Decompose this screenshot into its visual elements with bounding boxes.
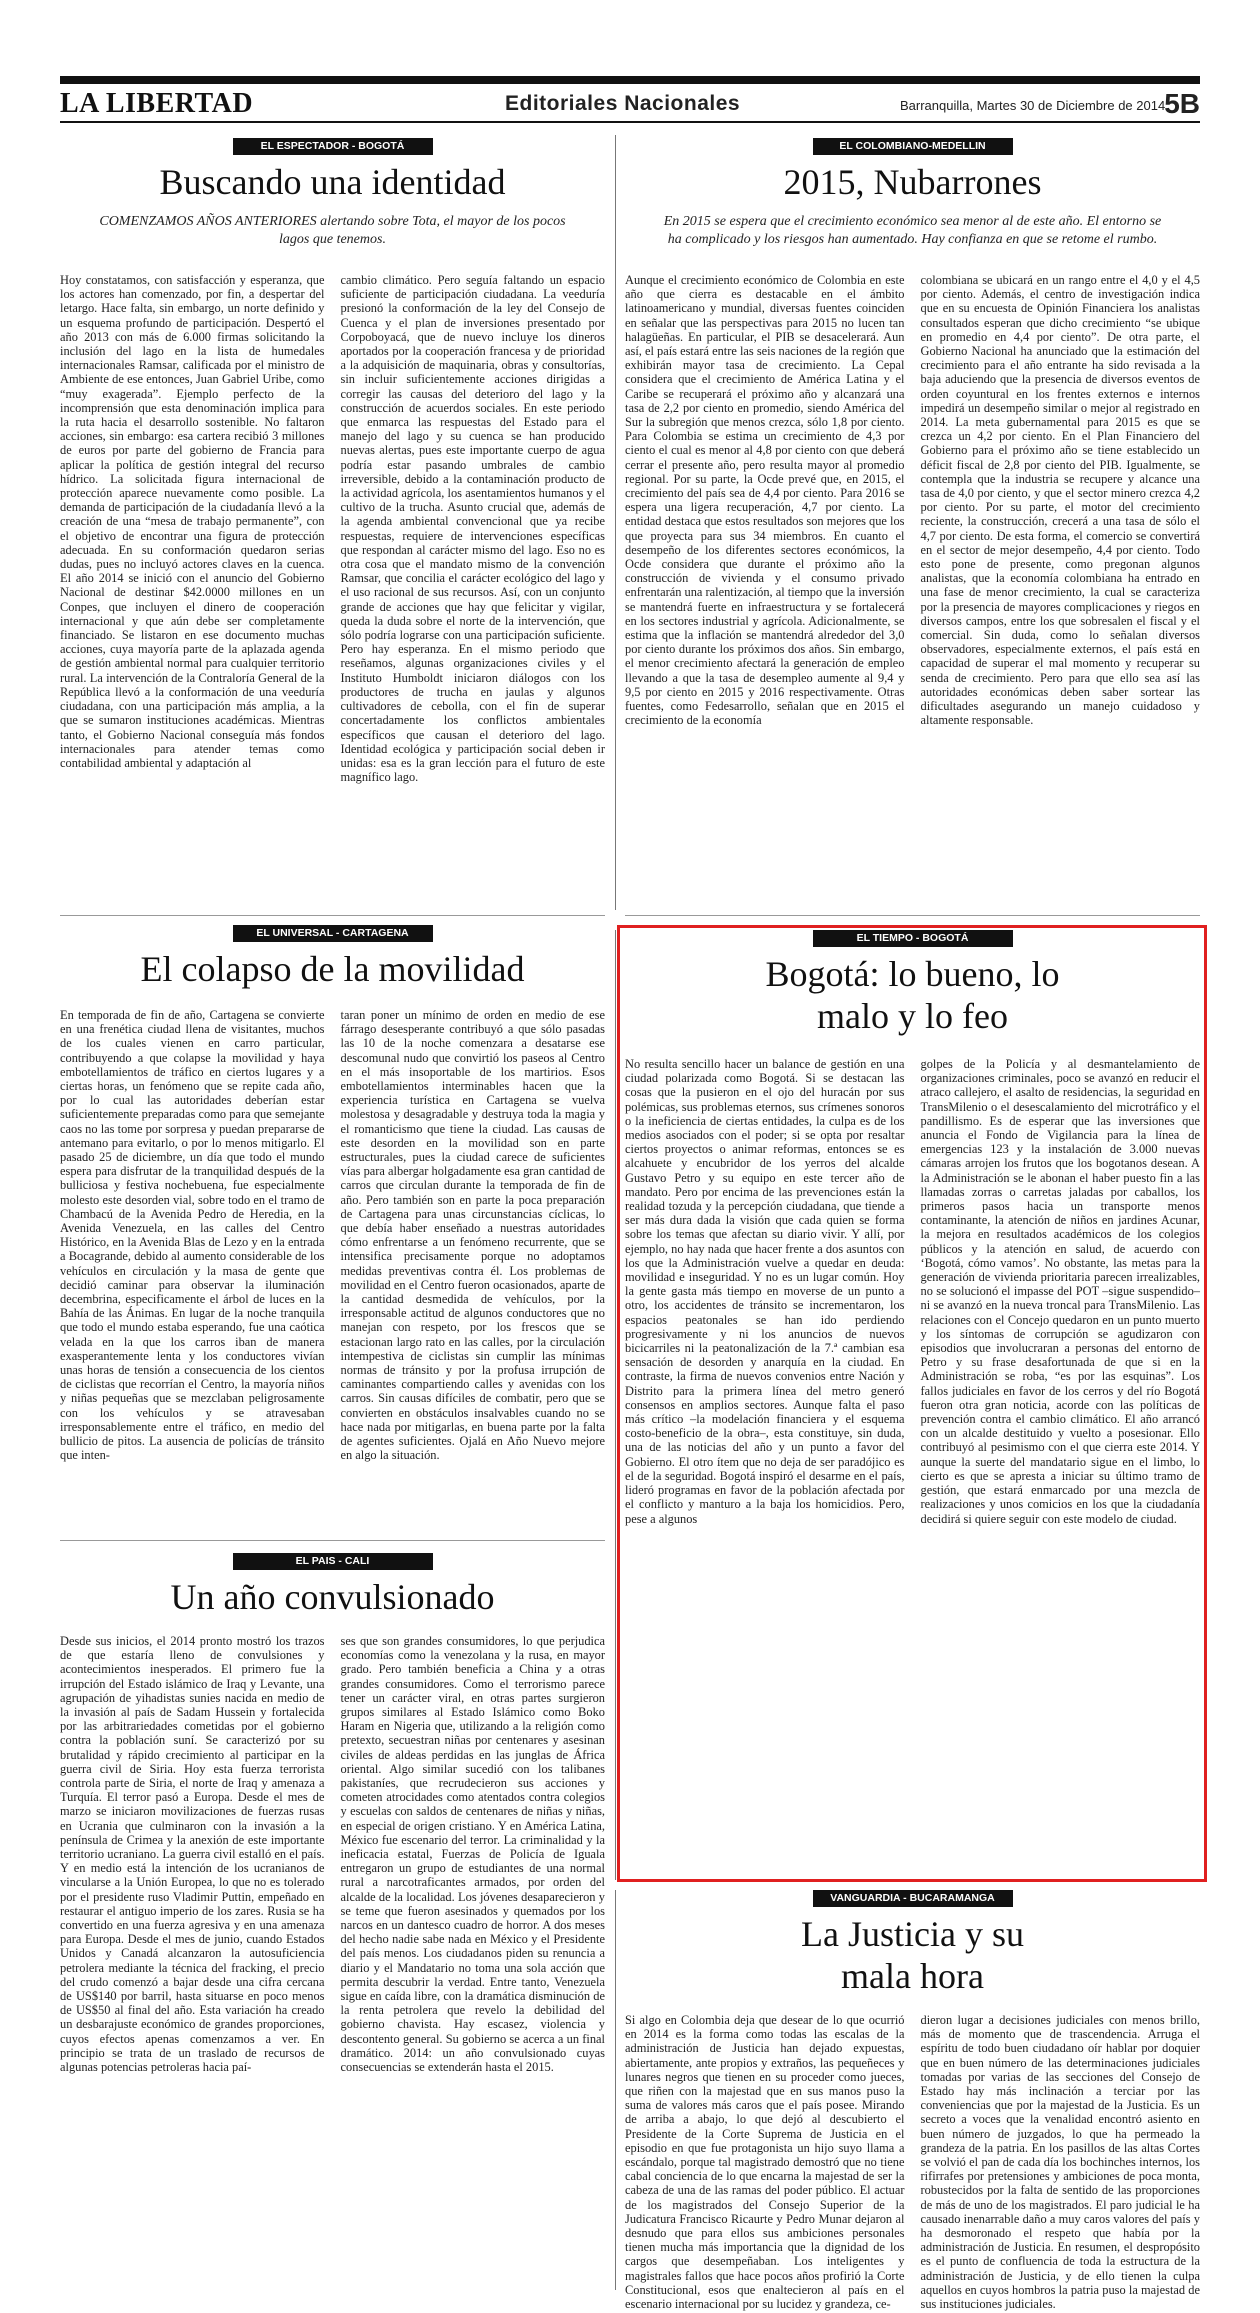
source-label: EL ESPECTADOR - BOGOTÁ bbox=[233, 138, 433, 155]
article-column: No resulta sencillo hacer un balance de gestión en una ciudad polarizada como Bogotá. Si se destacan las cosas que la pusieron en el ojo del huracán por sus polémicas, sus problemas eternos, sus crímenes sonoros o la ineficiencia de ciertas entidades, la culpa es de los medios asociados con el poder; si se opta por resaltar ciertos proyectos o animar reformas, entonces se es alcahuete y encubridor de los yerros del alcalde Gustavo Petro y su equipo en este tercer año de mandato. Pero por encima de las prevenciones están la realidad tozuda y la percepción ciudadana, que tiende a ser más dura dada la visión que cada quien se forma sobre los temas que afectan su diario vivir. Y allí, por ejemplo, no hay nada que hacer frente a dos asuntos con los que la Administración vuelve a quedar en deuda: movilidad e inseguridad. Y no es un lugar común. Hoy la gente gasta más tiempo en moverse de un punto a otro, los accidentes de tránsito se incrementaron, los espacios peatonales se han ido perdiendo progresivamente y ni los anuncios de nuevos bicicarriles ni la peatonalización de la 7.ª cambian esa sensación de desorden y anarquía en la ciudad. En contraste, la firma de nuevos convenios entre Nación y Distrito para la primera línea del metro generó consensos en amplios sectores. Aunque falta el paso más crítico –la modelación financiera y el esquema costo-beneficio de la obra–, esta constituye, sin duda, una de las noticias del año y un punto a favor del Gobierno. El otro ítem que no deja de ser paradójico es el de la seguridad. Bogotá inspiró el desarme en el país, lideró programas en favor de la población afectada por el conflicto y manturo a la baja los homicidios. Pero, pese a algunos bbox=[625, 1057, 905, 1526]
article-deck: COMENZAMOS AÑOS ANTERIORES alertando sobre Tota, el mayor de los pocos lagos que tenemos. bbox=[99, 214, 566, 247]
separator-left-2 bbox=[60, 1540, 605, 1541]
article-column: Si algo en Colombia deja que desear de lo que ocurrió en 2014 es la forma como todas las escalas de la administración de Justicia han dejado expuestas, abiertamente, ante propios y extraños, las pequeñeces y lunares negros que tienen en su proceder como jueces, que riñen con la majestad que en sus manos puso la suma de valores más caros que el país posee. Mirando de arriba a abajo, lo que dejó al descubierto el Presidente de la Corte Suprema de Justicia en el episodio en que fue protagonista un hijo suyo llama a escándalo, porque tal magistrado demostró que no tiene cabal conciencia de lo que encarna la majestad de ser la cabeza de una de las ramas del poder público. El actuar de los magistrados del Consejo Superior de la Judicatura Francisco Ricaurte y Pedro Munar dejaron al desnudo que para ellos sus ambiciones personales tienen mucha más importancia que la dignidad de los cargos que desempeñaban. Los inteligentes y magistrales fallos que hace pocos años profirió la Corte Constitucional, esos que enaltecieron al país en el escenario internacional por su lucidez y grandeza, ce- bbox=[625, 2013, 905, 2312]
column-divider-middle bbox=[615, 930, 616, 1880]
newspaper-brand: LA LIBERTAD bbox=[60, 88, 254, 119]
article-column: golpes de la Policía y al desmantelamiento de organizaciones criminales, poco se avanzó en reducir el atraco callejero, el asalto de residencias, la seguridad en TransMilenio o el desescalamiento del microtráfico y el pandillismo. Es de esperar que las inversiones que anuncia el Fondo de Vigilancia para la línea de emergencias 123 y la instalación de 3.000 nuevas cámaras arrojen los frutos que los bogotanos desean. A la Administración se le abonan el haber puesto fin a las llamadas zorras o carretas jaladas por caballos, los primeros pasos hacia un transporte menos contaminante, la atención de niños en jardines Acunar, la mejora en resultados académicos de los colegios públicos y la atención en salud, de acuerdo con ‘Bogotá, cómo vamos’. No obstante, las metas para la generación de vivienda prioritaria parecen irrealizables, no se solucionó el impasse del POT –sigue suspendido– ni se avanzó en la nueva troncal para TransMilenio. Las relaciones con el Concejo quedaron en un punto muerto y los síntomas de corrupción se agudizaron con episodios que involucraran a personas del entorno de Petro y su frase desafortunada de que si en la Administración se roba, “es por las esquinas”. Los fallos judiciales en favor de los cerros y del río Bogotá fueron otra gran noticia, acorde con las políticas de prevención contra el cambio climático. El año arrancó con un alcalde destituido y vuelto a posesionar. Ello contribuyó al pesimismo con el que cierra este 2014. Y aunque la suerte del mandatario sigue en el limbo, lo cierto es que se apresta a iniciar su último tramo de gestión, que estará enmarcado por una mezcla de realizaciones y unos comicios en los que la ciudadanía decidirá si quiere seguir con este modelo de ciudad. bbox=[920, 1057, 1200, 1526]
article-title: 2015, Nubarrones bbox=[783, 162, 1042, 202]
article-column: taran poner un mínimo de orden en medio de ese fárrago desesperante contribuyó a que sólo pasadas las 10 de la noche comenzara a desatarse ese descomunal nudo que convirtió los paseos al Centro en el más insoportable de los martirios. Esos embotellamientos interminables hacen que la experiencia turística en Cartagena se vuelva molestosa y desagradable y destruya toda la magia y el romanticismo que tiene la ciudad. Las causas de este desorden en la movilidad son en parte estructurales, pues la ciudad carece de suficientes vías para albergar holgadamente esa gran cantidad de carros que circulan durante la temporada de fin de año. Pero también son en parte la poca preparación de Cartagena para unas circunstancias cíclicas, lo que debía haber enseñado a nuestras autoridades cómo enfrentarse a un fenómeno recurrente, que se intensifica precisamente porque no adoptamos medidas preventivas contra él. Los problemas de movilidad en el Centro fueron ocasionados, aparte de la cantidad desmedida de vehículos, por la irresponsable actitud de algunos conductores que no manejan con respeto, por los frescos que se estacionan largo rato en las calles, por la circulación intempestiva de ciclistas sin cumplir las mínimas normas de tránsito y por la profusa irrupción de caminantes compartiendo calles y avenidas con los carros. Sin causas difíciles de combatir, pero que se convierten en obstáculos insalvables cuando no se hace nada por mitigarlas, en buena parte por la falta de agentes suficientes. Ojalá en Año Nuevo mejore en algo la situación. bbox=[340, 1008, 605, 1463]
article-colombiano bbox=[625, 138, 1200, 908]
column-divider-bottom bbox=[615, 1890, 616, 2290]
article-title: La Justicia y su mala hora bbox=[801, 1914, 1024, 1996]
section-title: Editoriales Nacionales bbox=[505, 92, 741, 115]
issue-date: Barranquilla, Martes 30 de Diciembre de 2014 bbox=[900, 98, 1166, 113]
separator-left-1 bbox=[60, 915, 605, 916]
article-title: Bogotá: lo bueno, lo malo y lo feo bbox=[765, 954, 1060, 1036]
masthead bbox=[60, 88, 1200, 120]
source-label: EL PAIS - CALI bbox=[233, 1553, 433, 1570]
separator-right-1 bbox=[625, 915, 1200, 916]
article-pais bbox=[60, 1553, 605, 2293]
top-rule bbox=[60, 76, 1200, 84]
article-column: Desde sus inicios, el 2014 pronto mostró los trazos de que estaría lleno de convulsiones y acontecimientos inesperados. El primero fue la irrupción del Estado islámico de Iraq y Levante, una agrupación de yihadistas sunies nacida en medio de la invasión al país de Sadam Hussein y fortalecida por las arbitrariedades cometidas por el gobierno contra la población suní. Se caracterizó por su brutalidad y rápido crecimiento al participar en la guerra civil de Siria. Hoy esta fuerza terrorista controla parte de Siria, el norte de Iraq y amenaza a Turquía. El terror pasó a Europa. Desde el mes de marzo se iniciaron movilizaciones de fuerzas rusas en Ucrania que culminaron con la invasión a la península de Crimea y la anexión de este importante territorio ucraniano. La guerra civil estalló en el país. Y en medio está la intención de los ucranianos de vincularse a la Unión Europea, lo que no es tolerado por el presidente ruso Vladimir Puttin, empeñado en restaurar el antiguo imperio de los zares. Rusia se ha convertido en una fuerza agresiva y en una amenaza para Europa. Desde el mes de junio, cuando Estados Unidos y Canadá alcanzaron la autosuficiencia petrolera mediante la técnica del fracking, el precio del crudo comenzó a bajar desde una cifra cercana de US$140 por barril, hasta situarse en poco menos de US$50 al final del año. Esta variación ha creado un desbarajuste económico de grandes proporciones, cuyos efectos apenas comenzamos a ver. En principio se trata de un traslado de recursos de algunas potencias petroleras hacia paí- bbox=[60, 1634, 325, 2075]
article-deck: En 2015 se espera que el crecimiento económico sea menor al de este año. El entorno se ha complicado y los riesgos han aumentado. Hay confianza en que se retome el rumbo. bbox=[663, 214, 1162, 247]
article-espectador bbox=[60, 138, 605, 908]
article-vanguardia bbox=[625, 1890, 1200, 2312]
article-title: Buscando una identidad bbox=[159, 162, 506, 202]
source-label: EL COLOMBIANO-MEDELLIN bbox=[813, 138, 1013, 155]
article-column: ses que son grandes consumidores, lo que perjudica economías como la venezolana y la rusa, en mayor grado. Pero también beneficia a China y a otras grandes consumidores. Como el terrorismo parece tener un carácter viral, en otras partes surgieron grupos similares al Estado Islámico como Boko Haram en Nigeria que, utilizando a la religión como pretexto, secuestran niñas por centenares y asesinan civiles de aldeas perdidas en las junglas de África oriental. Algo similar sucedió con los talibanes pakistaníes, que recrudecieron sus acciones y cometen atrocidades como atentados contra colegios y escuelas con saldos de centenares de niñas y niñas, en especial de origen cristiano. Y en América Latina, México fue escenario del terror. La criminalidad y la ineficacia estatal, Fuerzas de Policía de Iguala entregaron un grupo de estudiantes de una normal rural a narcotraficantes armados, por orden del alcalde de la localidad. Los jóvenes desaparecieron y se teme que fueron asesinados y quemados por los narcos en un dantesco cuadro de horror. A dos meses del hecho nadie sabe nada en México y el Presidente del país menos. Los ciudadanos piden su renuncia a diario y el Mandatario no toma una sola acción que permita descubrir la verdad. Entre tanto, Venezuela sigue en caída libre, con la dramática disminución de la renta petrolera que revelo la debilidad del gobierno chavista. Hay escasez, violencia y descontento general. Su gobierno se acerca a un final dramático. 2014: un año convulsionado cuyas consecuencias se extenderán hasta el 2015. bbox=[340, 1634, 605, 2075]
source-label: VANGUARDIA - BUCARAMANGA bbox=[813, 1890, 1013, 1907]
page-number: 5B bbox=[1164, 88, 1200, 119]
masthead-rule bbox=[60, 121, 1200, 123]
article-title: Un año convulsionado bbox=[170, 1577, 495, 1617]
article-column: colombiana se ubicará en un rango entre el 4,0 y el 4,5 por ciento. Además, el centro de investigación indica que en su encuesta de Opinión Financiera los analistas consultados esperan que dicho crecimiento “se ubique en promedio en 4,4 por ciento”. De otra parte, el Gobierno Nacional ha anunciado que la estimación del crecimiento para el año entrante ha sido revisada a la baja aduciendo que la presencia de diversos eventos de orden coyuntural en los frentes externos e internos impedirá un desempeño similar o mejor al registrado en 2014. La meta gubernamental para 2015 es que se crezca un 4,2 por ciento. En el Plan Financiero del Gobierno para el próximo año se tiene establecido un déficit fiscal de 2,8 por ciento del PIB. Igualmente, se contempla que la industria se recupere y alcance una tasa de 4,0 por ciento, y que el sector minero crezca 4,2 por ciento. Por su parte, el motor del crecimiento reciente, la construcción, crecerá a una tasa de sólo el 4,7 por ciento. De esta forma, el comercio se convertirá en el sector de mejor desempeño, 4,4 por ciento. Todo esto pone de presente, como pregonan algunos analistas, que la economía colombiana ha entrado en una fase de menor crecimiento, la cual se caracteriza por la presencia de mayores complicaciones y riegos en diversos campos, entre los que sobresalen el fiscal y el comercial. Sin duda, como lo señalan diversos observadores, especialmente externos, el país está en capacidad de superar el mal momento y recuperar su senda de crecimiento. Pero para que ello sea así las autoridades económicas deben saber sortear las dificultades asegurando un manejo cuidadoso y altamente responsable. bbox=[920, 273, 1200, 728]
article-universal bbox=[60, 925, 605, 1530]
article-column: Aunque el crecimiento económico de Colombia en este año que cierra es destacable en el ámbito latinoamericano y mundial, diversas fuentes coinciden en señalar que las perspectivas para 2015 no lucen tan halagüeñas. En particular, el PIB se desacelerará. Aun así, el país estará entre las seis naciones de la región que exhibirán mayor tasa de crecimiento. La Cepal considera que el crecimiento de América Latina y el Caribe se recuperará el próximo año y alcanzará una tasa de 2,2 por ciento en promedio, siendo América del Sur la subregión que menos crezca, sólo 1,8 por ciento. Para Colombia se estima un crecimiento de 4,3 por ciento el cual es menor al 4,8 por ciento con que deberá cerrar el presente año, pero resulta mayor al promedio regional. Por su parte, la Ocde prevé que, en 2015, el crecimiento del país sea de 4,4 por ciento. Para 2016 se espera una ligera recuperación, 4,7 por ciento. La entidad destaca que estos resultados son mejores que los que proyecta para sus 34 miembros. En cuanto el desempeño de los diferentes sectores económicos, la Ocde considera que durante el próximo año la construcción de vivienda y el consumo privado enfrentarán una ralentización, al tiempo que la inversión se mantendrá fuerte en infraestructura y se fortalecerá en los sectores industrial y agrícola. Adicionalmente, se estima que la inflación se mantendrá alrededor del 3,0 por ciento durante los próximos dos años. Sin embargo, el menor crecimiento afectará la generación de empleo llevando a que la tasa de desempleo aumente al 9,4 y 9,5 por ciento en 2015 y 2016 respectivamente. Otras fuentes, como Fedesarrollo, señalan que en 2015 el crecimiento de la economía bbox=[625, 273, 905, 728]
article-tiempo bbox=[625, 930, 1200, 1875]
article-title: El colapso de la movilidad bbox=[140, 949, 525, 989]
column-divider-top bbox=[615, 135, 616, 910]
article-column: dieron lugar a decisiones judiciales con menos brillo, más de momento que de trascendencia. Arruga el espíritu de todo buen ciudadano oír hablar por doquier que en buen número de las determinaciones judiciales tomadas por varias de las secciones del Consejo de Estado hay más inclinación a terciar por las conveniencias que por la majestad de la Justicia. Es un secreto a voces que la venalidad encontró asiento en buen número de juzgados, lo que ha permeado la grandeza de la patria. En los pasillos de las altas Cortes se volvió el pan de cada día los bochinches internos, los rifirrafes por pretensiones y ambiciones de poca monta, robustecidos por la falta de sentido de las proporciones de más de uno de los magistrados. El paro judicial le ha causado inenarrable daño a muy caros valores del país y ha desmoronado el respeto que había por la administración de Justicia. En resumen, el despropósito es el punto de confluencia de toda la estructura de la administración de Justicia, y de ello tienen la culpa aquellos en cuyos hombros la patria puso la majestad de sus instituciones judiciales. bbox=[920, 2013, 1200, 2312]
article-column: En temporada de fin de año, Cartagena se convierte en una frenética ciudad llena de visitantes, muchos de los cuales vienen en carro particular, contribuyendo a que colapse la movilidad y haya embotellamientos de tráfico en ciertos lugares y a ciertas horas, un fenómeno que se repite cada año, por lo cual las autoridades deberían estar suficientemente preparadas como para que semejante caos no las tome por sorpresa y puedan prepararse de antemano para evitarlo, o por lo menos mitigarlo. El pasado 25 de diciembre, un día que todo el mundo espera para disfrutar de la tranquilidad después de la bulliciosa y festiva nochebuena, fue especialmente molesto este desorden vial, sobre todo en el tramo de Chambacú de la Avenida Pedro de Heredia, en la Avenida Venezuela, en las calles del Centro Histórico, en la Avenida Blas de Lezo y en la entrada a Bocagrande, debido al aumento considerable de los vehículos en circulación y la masa de gente que decidió caminar para observar la iluminación decembrina, especificamente el árbol de luces en la Bahía de las Ánimas. En lugar de la noche tranquila que todo el mundo estaba esperando, fue una caótica velada en la que los carros iban de manera exasperantemente lenta y los conductores vivían unas horas de tensión a consecuencia de los cientos de ciclistas que recorrían el Centro, la mayoría niños y niñas pequeñas que se mezclaban peligrosamente con los vehículos y se atravesaban irresponsablemente entre el tráfico, en medio del bullicio de pitos. La ausencia de policías de tránsito que inten- bbox=[60, 1008, 325, 1463]
source-label: EL UNIVERSAL - CARTAGENA bbox=[233, 925, 433, 942]
article-column: cambio climático. Pero seguía faltando un espacio suficiente de participación ciudadana. La veeduría presionó la conformación de la ley del Consejo de Cuenca y el plan de inversiones presentado por Corpoboyacá, que de nuevo incluye los dineros aportados por la cooperación francesa y de prioridad a la adquisición de maquinaria, obras y consultorías, sin incluir suficientemente acciones dirigidas a corregir las causas del deterioro del lago y la construcción de acuerdos sociales. En este periodo que enmarca las respuestas del Estado para el manejo del lago y su cuenca se han producido nuevas alertas, pues este importante cuerpo de agua podría estar pasando umbrales de cambio irreversible, debido a la contaminación producto de la actividad agrícola, los asentamientos humanos y el cultivo de la trucha. Asunto crucial que, además de la agenda ambiental convencional que ya recibe respuestas, requiere de intervenciones específicas que respondan al carácter mismo del lago. Eso no es otra cosa que el mandato mismo de la convención Ramsar, que concilia el carácter ecológico del lago y el uso racional de sus recursos. Así, con un conjunto grande de acciones que hay que felicitar y vigilar, queda la duda sobre el norte de la intervención, que sólo podría lograrse con una participación suficiente. Pero hay esperanza. En el mismo periodo que reseñamos, algunas organizaciones civiles y el Instituto Humboldt iniciaron diálogos con los productores de trucha en jaulas y algunos cultivadores de cebolla, con el fin de superar concertadamente los conflictos ambientales específicos que causan el deterioro del lago. Identidad ecológica y participación social deben ir unidas: esa es la gran lección para el futuro de este magnífico lago. bbox=[340, 273, 605, 785]
article-column: Hoy constatamos, con satisfacción y esperanza, que los actores han comenzado, por fin, a despertar del letargo. Hace falta, sin embargo, un norte definido y un esquema profundo de participación. Despertó el año 2013 con más de 6.000 firmas solicitando la inclusión del lago en la lista de humedales internacionales Ramsar, calificada por el ministro de Ambiente de ese entonces, Juan Gabriel Uribe, como “muy exagerada”. Ejemplo perfecto de la incomprensión que esta denominación implica para la ruta hacia el desarrollo sostenible. No faltaron acciones, sin embargo: esa cartera recibió 3 millones de euros por parte del gobierno de Francia para aplicar la política de gestión integral del recurso hídrico. La solicitada figura internacional de protección aparece nuevamente como posible. La demanda de participación de la ciudadanía llevó a la creación de una “mesa de trabajo permanente”, con el objetivo de encontrar una figura de protección adecuada. En su conformación quedaron serias dudas, pues no incluyó actores claves en la cuenca. El año 2014 se inició con el anuncio del Gobierno Nacional de destinar $42.0000 millones en un Conpes, que incluyen el dinero de cooperación internacional y que aún debe ser completamente financiado. Se listaron en ese documento muchas acciones, cuya mayoría parte de la aplazada agenda de gestión ambiental normal para cualquier territorio rural. La intervención de la Contraloría General de la República llevó a la conformación de una veeduría ciudadana, con una participación más amplia, a la que se sumaron instituciones académicas. Mientras tanto, el Gobierno Nacional conseguía más fondos internacionales para atender temas como contabilidad ambiental y adaptación al bbox=[60, 273, 325, 770]
source-label: EL TIEMPO - BOGOTÁ bbox=[813, 930, 1013, 947]
